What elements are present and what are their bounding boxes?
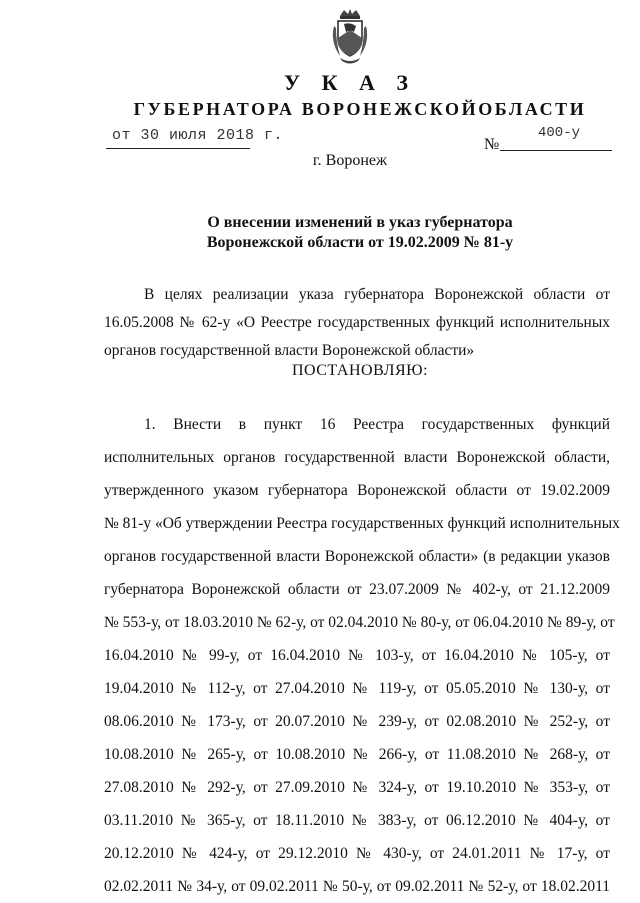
subject-line: Воронежской области от 19.02.2009 № 81-у (206, 234, 514, 251)
item-1-paragraph (104, 408, 620, 903)
text-line: 27.08.2010 № 292-у, от 27.09.2010 № 324-у, от 19.10.2010 № 353-у, от (104, 779, 610, 796)
subject-line: О внесении изменений в указ губернатора (207, 214, 513, 231)
text-line: органов государственной власти Воронежской области» (в редакции указов (104, 548, 610, 565)
preamble-paragraph (104, 281, 610, 365)
text-line: органов государственной власти Воронежской области» (104, 342, 475, 359)
text-line: 03.11.2010 № 365-у, от 18.11.2010 № 383-у, от 06.12.2010 № 404-у, от (104, 812, 610, 829)
text-line: 02.02.2011 № 34-у, от 09.02.2011 № 50-у, от 09.02.2011 № 52-у, от 18.02.2011 (104, 878, 610, 895)
text-line: В целях реализации указа губернатора Воронежской области от (144, 286, 610, 303)
text-line: 16.05.2008 № 62-у «О Реестре государственных функций исполнительных (104, 314, 610, 331)
text-line: исполнительных органов государственной власти Воронежской области, (104, 449, 610, 466)
text-line: 10.08.2010 № 265-у, от 10.08.2010 № 266-у, от 11.08.2010 № 268-у, от (104, 746, 610, 763)
text-line: № 553-у, от 18.03.2010 № 62-у, от 02.04.2010 № 80-у, от 06.04.2010 № 89-у, от (104, 614, 615, 631)
text-line: 1. Внести в пункт 16 Реестра государственных функций (144, 416, 610, 433)
text-line: губернатора Воронежской области от 23.07.2009 № 402-у, от 21.12.2009 (104, 581, 610, 598)
document-number: 400-у (538, 125, 581, 141)
document-subject (0, 213, 640, 253)
document-date: от 30 июля 2018 г. (112, 127, 284, 144)
text-line: 19.04.2010 № 112-у, от 27.04.2010 № 119-у, от 05.05.2010 № 130-у, от (104, 680, 610, 697)
coat-of-arms-emblem (326, 8, 374, 66)
text-line: 16.04.2010 № 99-у, от 16.04.2010 № 103-у, от 16.04.2010 № 105-у, от (104, 647, 610, 664)
text-line: 20.12.2010 № 424-у, от 29.12.2010 № 430-у, от 24.01.2011 № 17-у, от (104, 845, 610, 862)
text-line: утвержденного указом губернатора Воронежской области от 19.02.2009 (104, 482, 610, 499)
issuer-title: ГУБЕРНАТОРА ВОРОНЕЖСКОЙОБЛАСТИ (133, 99, 587, 119)
number-label: № (484, 136, 500, 153)
text-line: № 81-у «Об утверждении Реестра государственных функций исполнительных (104, 515, 620, 532)
document-type-title: У К А З (283, 70, 417, 95)
text-line: 08.06.2010 № 173-у, от 20.07.2010 № 239-у, от 02.08.2010 № 252-у, от (104, 713, 610, 730)
decree-word: ПОСТАНОВЛЯЮ: (291, 362, 429, 379)
city-name: г. Воронеж (312, 152, 388, 169)
